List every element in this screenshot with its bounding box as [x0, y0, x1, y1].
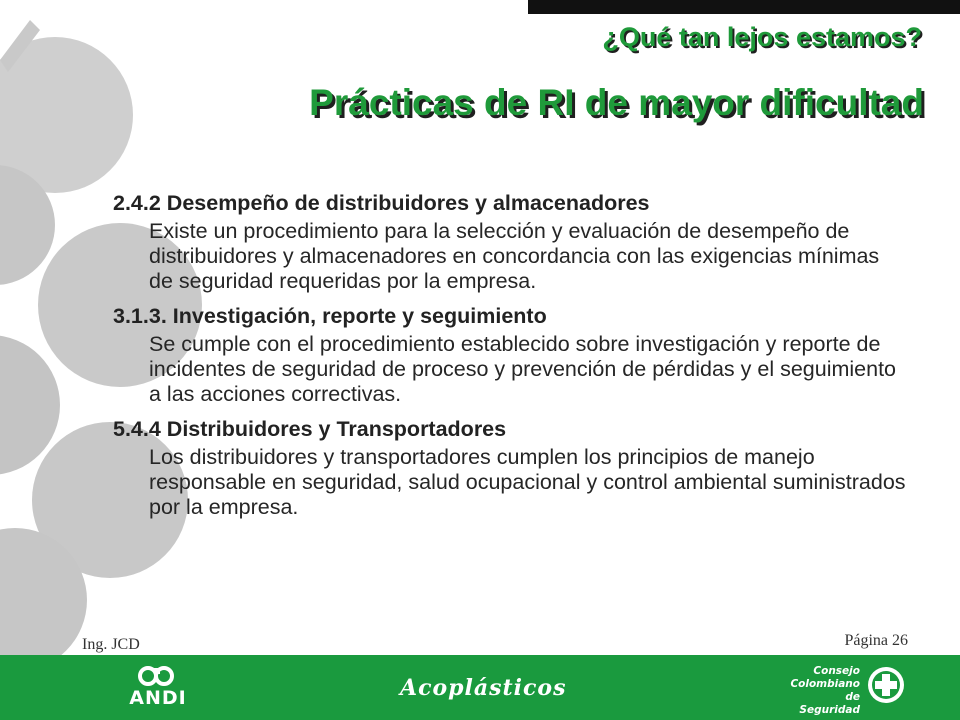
page-number: Página 26	[844, 632, 908, 649]
content-list	[113, 189, 913, 528]
section-heading: 3.1.3. Investigación, reporte y seguimiento	[113, 304, 547, 328]
footer-band	[0, 655, 960, 720]
deco-circle	[0, 37, 133, 193]
section-heading: 2.4.2 Desempeño de distribuidores y almacenadores	[113, 191, 650, 215]
section-heading: 5.4.4 Distribuidores y Transportadores	[113, 417, 507, 441]
ccs-cross-icon	[866, 665, 906, 705]
ccs-line: Consejo	[813, 665, 860, 677]
ccs-logo-text	[776, 665, 860, 717]
andi-logo-text: ANDI	[129, 687, 187, 709]
section-item	[113, 415, 913, 520]
slide-title: Prácticas de RI de mayor dificultad	[309, 82, 924, 123]
andi-emblem-icon	[118, 665, 198, 689]
slide-subtitle: ¿Qué tan lejos estamos?	[602, 22, 922, 52]
ccs-line: Colombiano de	[790, 678, 860, 703]
section-body: Los distribuidores y transportadores cumplen los principios de manejo responsable en seguridad, salud ocupacional y control ambiental suministrados por la empresa.	[149, 445, 906, 519]
section-body: Se cumple con el procedimiento establecido sobre investigación y reporte de incidentes de seguridad de proceso y prevención de pérdidas y el seguimiento a las acciones correctivas.	[149, 332, 896, 406]
section-body: Existe un procedimiento para la selección y evaluación de desempeño de distribuidores y almacenadores en concordancia con las exigencias mínimas de seguridad requeridas por la empresa.	[149, 219, 880, 293]
section-item	[113, 189, 913, 294]
author-label: Ing. JCD	[82, 636, 140, 653]
acoplasticos-logo: Acoplásticos	[400, 675, 567, 701]
section-item	[113, 302, 913, 407]
andi-logo	[118, 665, 198, 713]
ccs-line: Seguridad	[799, 704, 860, 716]
top-bar	[528, 0, 960, 14]
